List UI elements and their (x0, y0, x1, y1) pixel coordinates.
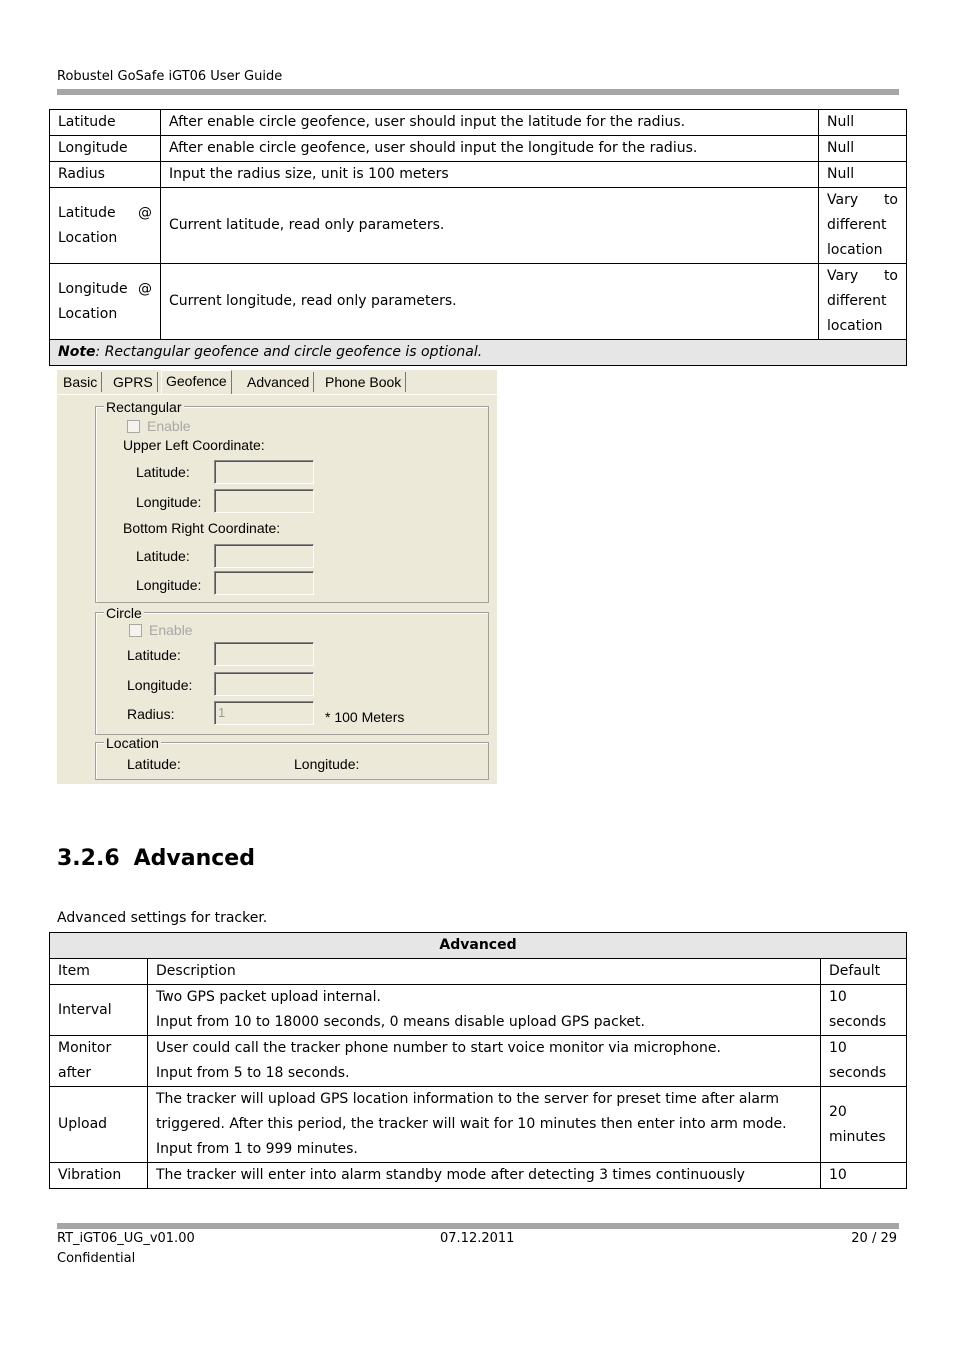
header-item: Item (50, 959, 148, 985)
item-line: Monitor (58, 1040, 112, 1056)
circle-enable-checkbox[interactable] (129, 624, 142, 637)
item-cell (50, 1036, 148, 1087)
note-row (50, 340, 907, 366)
note-cell (50, 340, 907, 366)
footer-date: 07.12.2011 (440, 1231, 515, 1246)
description-cell: After enable circle geofence, user should input the longitude for the radius. (161, 136, 819, 162)
default-line: seconds (829, 1014, 887, 1030)
description-cell (148, 1036, 821, 1087)
table-row (50, 136, 907, 162)
tab-phone-book[interactable]: Phone Book (321, 372, 406, 392)
rectangular-legend: Rectangular (106, 399, 182, 415)
circle-latitude-input[interactable] (214, 642, 314, 666)
upper-left-latitude-input[interactable] (214, 460, 314, 484)
note-text: : Rectangular geofence and circle geofence is optional. (95, 344, 483, 360)
header-description: Description (148, 959, 821, 985)
item-text: Longitude (58, 280, 128, 297)
bottom-right-longitude-input[interactable] (214, 571, 314, 595)
running-header: Robustel GoSafe iGT06 User Guide (57, 69, 283, 84)
description-cell (148, 1087, 821, 1163)
description-cell: Current latitude, read only parameters. (161, 188, 819, 264)
default-cell: Null (819, 136, 907, 162)
item-cell (50, 264, 161, 340)
item-text: @ (138, 280, 152, 297)
default-line: 20 (829, 1103, 847, 1120)
description-line: The tracker will upload GPS location information to the server for preset time after alarm (156, 1091, 780, 1107)
bottom-right-label: Bottom Right Coordinate: (123, 520, 281, 536)
table-row (50, 162, 907, 188)
rectangular-enable-label: Enable (147, 418, 191, 434)
bottom-right-longitude-label: Longitude: (136, 577, 202, 593)
circle-longitude-label: Longitude: (127, 677, 193, 693)
default-cell (819, 188, 907, 264)
circle-longitude-input[interactable] (214, 672, 314, 696)
default-text: different (827, 293, 887, 309)
table-header-row (50, 959, 907, 985)
default-text: location (827, 318, 883, 334)
default-cell (821, 1036, 907, 1087)
description-line: Input from 1 to 999 minutes. (156, 1141, 358, 1157)
item-cell (50, 188, 161, 264)
circle-enable-label: Enable (149, 622, 193, 638)
default-cell (819, 264, 907, 340)
upper-left-label: Upper Left Coordinate: (123, 437, 265, 453)
description-line: Two GPS packet upload internal. (156, 989, 381, 1005)
section-intro: Advanced settings for tracker. (57, 910, 268, 926)
description-cell: The tracker will enter into alarm standby mode after detecting 3 times continuously (148, 1163, 821, 1189)
footer-rule (57, 1223, 899, 1229)
tab-bar (57, 370, 497, 395)
default-cell (821, 985, 907, 1036)
circle-radius-input[interactable]: 1 (214, 701, 314, 725)
radius-unit-label: * 100 Meters (325, 709, 405, 725)
circle-radius-label: Radius: (127, 706, 175, 722)
table-row (50, 1087, 907, 1163)
footer-doc-id: RT_iGT06_UG_v01.00 (57, 1231, 195, 1246)
tab-advanced[interactable]: Advanced (243, 372, 314, 392)
default-line: minutes (829, 1128, 886, 1145)
description-cell (148, 985, 821, 1036)
default-line: 10 (829, 989, 847, 1005)
description-cell: After enable circle geofence, user should input the latitude for the radius. (161, 110, 819, 136)
description-line: Input from 10 to 18000 seconds, 0 means disable upload GPS packet. (156, 1014, 645, 1030)
note-label: Note (58, 344, 96, 360)
default-text: different (827, 217, 887, 233)
upper-left-longitude-input[interactable] (214, 489, 314, 513)
default-cell: Null (819, 110, 907, 136)
default-text: Vary (827, 268, 859, 284)
default-text: to (883, 268, 898, 284)
description-cell: Input the radius size, unit is 100 meters (161, 162, 819, 188)
section-title: Advanced (133, 846, 255, 871)
geofence-table (49, 109, 907, 366)
default-text: to (883, 192, 898, 208)
item-cell: Vibration (50, 1163, 148, 1189)
item-text: @ (138, 204, 152, 221)
section-heading (57, 846, 255, 871)
bottom-right-latitude-input[interactable] (214, 544, 314, 568)
table-row (50, 110, 907, 136)
item-text: Location (58, 305, 118, 322)
upper-left-longitude-label: Longitude: (136, 494, 202, 510)
default-cell (821, 1087, 907, 1163)
rectangular-enable-checkbox[interactable] (127, 420, 140, 433)
tab-gprs[interactable]: GPRS (109, 372, 158, 392)
table-row (50, 264, 907, 340)
location-latitude-label: Latitude: (127, 756, 181, 772)
table-row (50, 1163, 907, 1189)
default-cell: 10 (821, 1163, 907, 1189)
item-cell: Latitude (50, 110, 161, 136)
section-number: 3.2.6 (57, 846, 120, 871)
default-text: Vary (827, 192, 859, 208)
description-cell: Current longitude, read only parameters. (161, 264, 819, 340)
item-cell: Upload (50, 1087, 148, 1163)
table-row (50, 188, 907, 264)
advanced-table (49, 932, 907, 1189)
tab-geofence[interactable]: Geofence (161, 370, 232, 394)
item-cell: Radius (50, 162, 161, 188)
default-line: seconds (829, 1065, 887, 1081)
footer-confidential: Confidential (57, 1251, 136, 1266)
header-rule (57, 89, 899, 95)
description-line: User could call the tracker phone number to start voice monitor via microphone. (156, 1040, 721, 1056)
tab-basic[interactable]: Basic (59, 372, 102, 392)
item-text: Latitude (58, 204, 116, 221)
table-title: Advanced (50, 933, 907, 959)
table-row (50, 1036, 907, 1087)
circle-latitude-label: Latitude: (127, 647, 181, 663)
bottom-right-latitude-label: Latitude: (136, 548, 190, 564)
description-line: Input from 5 to 18 seconds. (156, 1065, 350, 1081)
upper-left-latitude-label: Latitude: (136, 464, 190, 480)
default-cell: Null (819, 162, 907, 188)
item-cell: Longitude (50, 136, 161, 162)
location-legend: Location (106, 735, 159, 751)
description-line: triggered. After this period, the tracker will wait for 10 minutes then enter into arm mode. (156, 1116, 787, 1132)
footer-page-number: 20 / 29 (851, 1231, 897, 1246)
item-text: Location (58, 229, 118, 246)
circle-legend: Circle (106, 605, 142, 621)
table-title-row (50, 933, 907, 959)
table-row (50, 985, 907, 1036)
item-line: after (58, 1065, 92, 1081)
default-text: location (827, 242, 883, 258)
item-cell: Interval (50, 985, 148, 1036)
default-line: 10 (829, 1040, 847, 1056)
location-longitude-label: Longitude: (294, 756, 360, 772)
geofence-settings-dialog (57, 370, 497, 784)
header-default: Default (821, 959, 907, 985)
